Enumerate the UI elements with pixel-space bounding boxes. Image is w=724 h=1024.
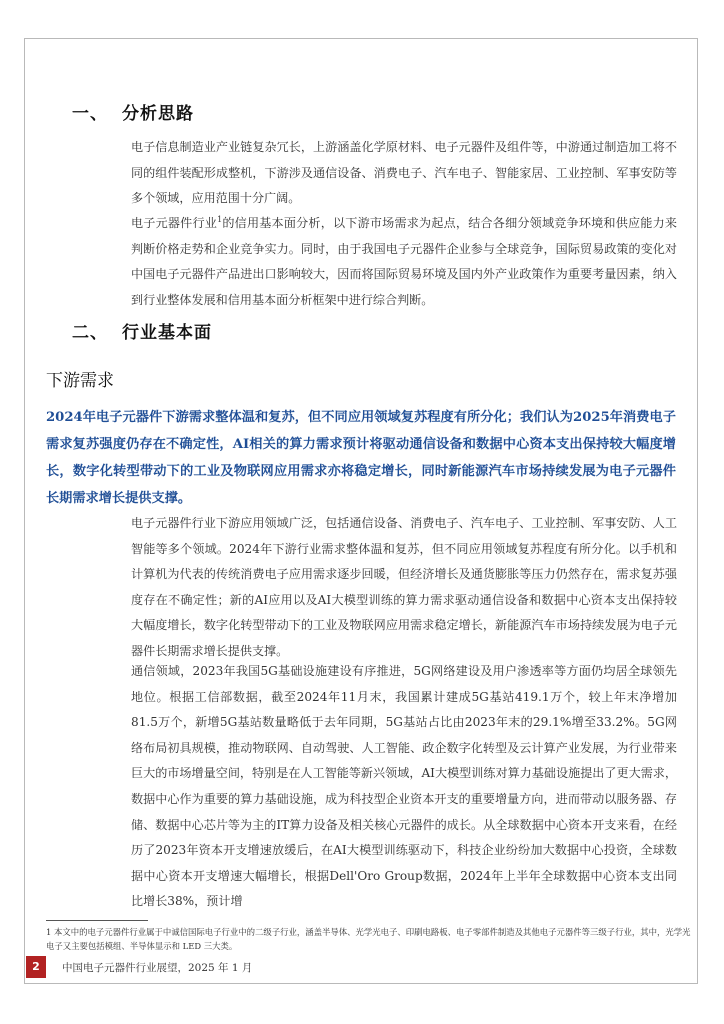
paragraph-lead: 电子元器件行业 bbox=[131, 216, 218, 230]
paragraph-industry-chain: 电子信息制造业产业链复杂冗长，上游涵盖化学原材料、电子元器件及组件等，中游通过制造加工将不同的组件装配形成整机，下游涉及通信设备、消费电子、汽车电子、智能家居、工业控制、军事安防等多个领域，应用范围十分广阔。 bbox=[131, 140, 677, 206]
section-heading-analysis bbox=[72, 99, 194, 124]
paragraph-downstream-overview: 电子元器件行业下游应用领域广泛，包括通信设备、消费电子、汽车电子、工业控制、军事安防、人工智能等多个领域。2024年下游行业需求整体温和复苏，但不同应用领域复苏程度有所分化。以手机和计算机为代表的传统消费电子应用需求逐步回暖，但经济增长及通货膨胀等压力仍然存在，需求复苏强度存在不确定性；新的AI应用以及AI大模型训练的算力需求驱动通信设备和数据中心资本支出保持较大幅度增长，数字化转型带动下的工业及物联网应用需求稳定增长，新能源汽车市场持续发展为电子元器件长期需求增长提供支撑。 bbox=[131, 516, 677, 658]
footer-title: 中国电子元器件行业展望，2025 年 1 月 bbox=[62, 962, 253, 974]
section-number: 二、 bbox=[72, 323, 108, 343]
footnote-divider bbox=[46, 920, 148, 921]
section-title: 行业基本面 bbox=[122, 323, 212, 343]
footnote-marker[interactable]: 1 bbox=[217, 214, 223, 224]
paragraph-rest: 的信用基本面分析，以下游市场需求为起点，结合各细分领域竞争环境和供应能力来判断价格走势和企业竞争实力。同时，由于我国电子元器件企业参与全球竞争，国际贸易政策的变化对中国电子元器件产品进出口影响较大，因而将国际贸易环境及国内外产业政策作为重要考量因素，纳入到行业整体发展和信用基本面分析框架中进行综合判断。 bbox=[131, 216, 677, 307]
paragraph-analysis-framework bbox=[131, 211, 677, 313]
footnote: 1 本文中的电子元器件行业属于中诚信国际电子行业中的二级子行业，涵盖半导体、光学光电子、印刷电路板、电子零部件制造及其他电子元器件等三级子行业，其中，光学光电子又主要包括模组、半导体显示和 LED 三大类。 bbox=[46, 927, 691, 951]
paragraph-communications: 通信领域，2023年我国5G基础设施建设有序推进，5G网络建设及用户渗透率等方面仍均居全球领先地位。根据工信部数据，截至2024年11月末，我国累计建成5G基站419.1万个，较上年末净增加81.5万个，新增5G基站数量略低于去年同期，5G基站占比由2023年末的29.1%增至33.2%。5G网络布局初具规模，推动物联网、自动驾驶、人工智能、政企数字化转型及云计算产业发展，为行业带来巨大的市场增量空间，特别是在人工智能等新兴领域，AI大模型训练对算力基础设施提出了更大需求，数据中心作为重要的算力基础设施，成为科技型企业资本开支的重要增量方向，进而带动以服务器、存储、数据中心芯片等为主的IT算力设备及相关核心元器件的成长。从全球数据中心资本开支来看，在经历了2023年资本开支增速放缓后，在AI大模型训练驱动下，科技企业纷纷加大数据中心投资，全球数据中心资本开支增速大幅增长，根据Dell'Oro Group数据，2024年上半年全球数据中心资本支出同比增长38%，预计增 bbox=[131, 664, 677, 909]
subsection-heading: 下游需求 bbox=[46, 371, 114, 391]
key-summary: 2024年电子元器件下游需求整体温和复苏，但不同应用领域复苏程度有所分化；我们认为2025年消费电子需求复苏强度仍存在不确定性，AI相关的算力需求预计将驱动通信设备和数据中心资本支出保持较大幅度增长，数字化转型带动下的工业及物联网应用需求亦将稳定增长，同时新能源汽车市场持续发展为电子元器件长期需求增长提供支撑。 bbox=[46, 410, 676, 506]
page-number-badge: 2 bbox=[26, 956, 46, 978]
section-title: 分析思路 bbox=[122, 104, 194, 124]
section-heading-fundamentals bbox=[72, 318, 212, 343]
section-number: 一、 bbox=[72, 104, 108, 124]
